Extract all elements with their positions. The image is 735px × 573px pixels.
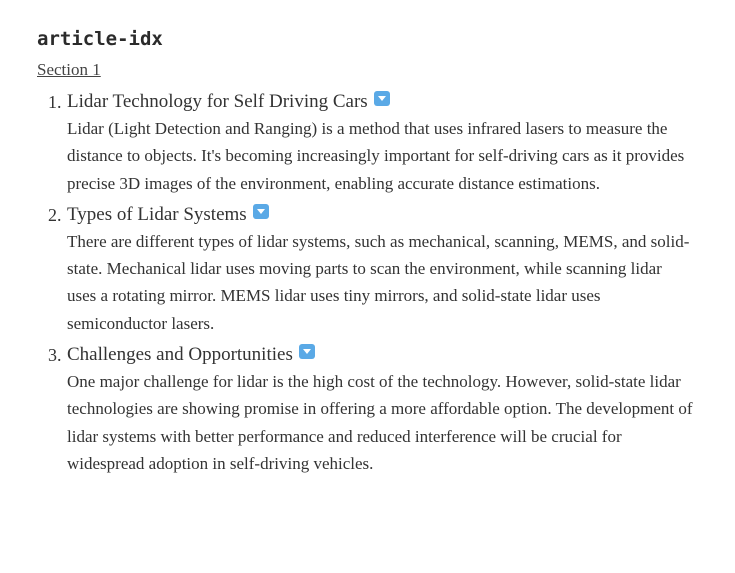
article-item [37, 202, 697, 337]
page-title: article-idx [37, 28, 163, 50]
article-summary: There are different types of lidar systems, such as mechanical, scanning, MEMS, and solid-state. Mechanical lidar uses moving parts to scan the environment, while scanning lidar uses a rotating mirror. MEMS lidar uses tiny mirrors, and solid-state lidar uses semiconductor lasers. [67, 231, 690, 333]
article-list [37, 89, 697, 477]
article-summary: One major challenge for lidar is the high cost of the technology. However, solid-state lidar technologies are showing promise in offering a more affordable option. The development of lidar systems with better performance and reduced interference will be crucial for widespread adoption in self-driving vehicles. [67, 372, 693, 473]
article-number: 3. [48, 345, 62, 366]
article-number: 2. [48, 204, 62, 225]
chevron-down-icon[interactable] [253, 204, 269, 219]
section-link[interactable]: Section 1 [37, 60, 101, 79]
chevron-down-icon[interactable] [374, 91, 390, 106]
article-summary: Lidar (Light Detection and Ranging) is a method that uses infrared lasers to measure the distance to objects. It's becoming increasingly important for self-driving cars as it provides precise 3D images of the environment, enabling accurate distance estimations. [67, 119, 685, 193]
chevron-down-icon[interactable] [299, 344, 315, 359]
article-title: Challenges and Opportunities [67, 344, 293, 366]
article-number: 1. [48, 92, 62, 112]
article-index-page [37, 27, 697, 482]
article-item [37, 89, 697, 197]
article-title: Lidar Technology for Self Driving Cars [67, 91, 368, 112]
article-item [37, 342, 697, 477]
article-title: Types of Lidar Systems [67, 203, 247, 225]
